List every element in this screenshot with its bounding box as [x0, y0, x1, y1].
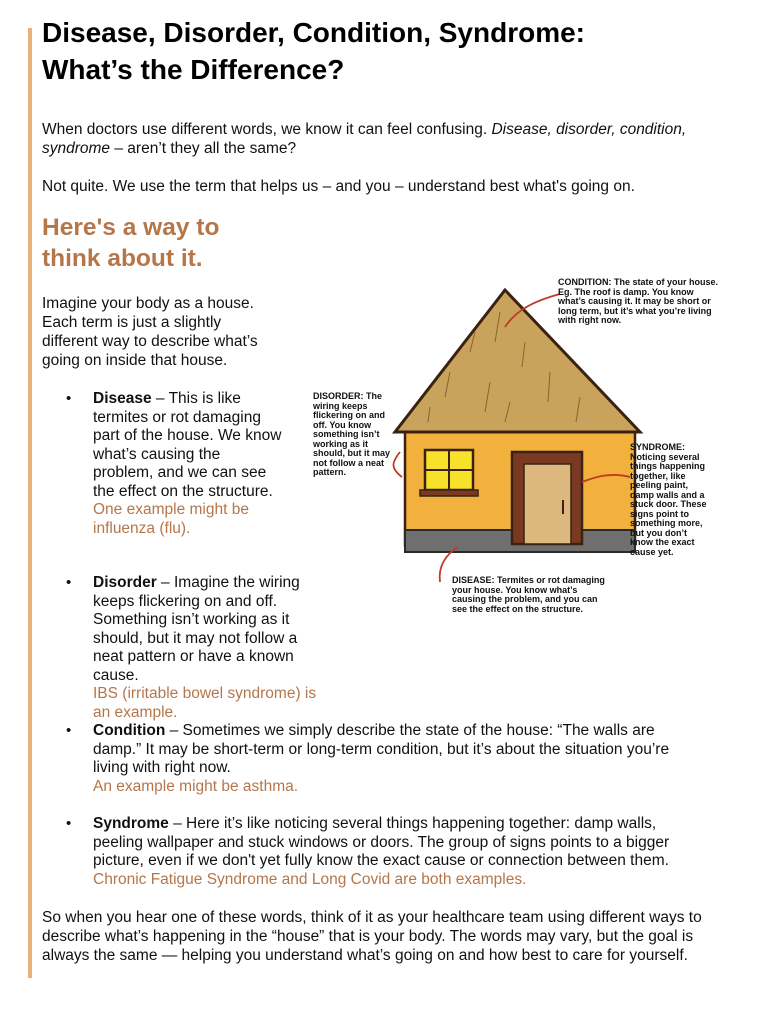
list-item-syndrome: Syndrome – Here it’s like noticing several things happening together: damp walls, peeling wallpaper and stuck windows or doors. The group of signs points to a bigger picture, even if we don't yet fully know the exact cause or connection between them. Chronic Fatigue Syndrome and Long Covid are both examples. — [93, 815, 708, 889]
example-syndrome: Chronic Fatigue Syndrome and Long Covid are both examples. — [93, 870, 527, 888]
list-item-disorder: Disorder – Imagine the wiring keeps flickering on and off. Something isn’t working as it should, but it may not follow a neat pattern or have a known cause. IBS (irritable bowel syndrome) is an example. — [93, 574, 323, 722]
house-intro-paragraph: Imagine your body as a house. Each term is just a slightly different way to describe what’s going on inside that house. — [42, 295, 258, 369]
caption-condition: CONDITION: The state of your house. Eg. The roof is damp. You know what’s causing it. It may be short or long term, but it’s what you’re living with right now. — [558, 277, 719, 325]
bullet-syndrome: • — [66, 815, 72, 832]
left-accent-rule — [28, 28, 32, 978]
closing-paragraph: So when you hear one of these words, think of it as your healthcare team using different ways to describe what’s happening in the “house” that is your body. The words may vary, but the goal is always the same — helping you understand what’s going on and how best to care for yourself. — [42, 909, 702, 964]
caption-disease: DISEASE: Termites or rot damaging your house. You know what’s causing the problem, and you can see the effect on the structure. — [452, 575, 605, 614]
list-item-disease: Disease – This is like termites or rot damaging part of the house. We know what’s causing the problem, and we can see the effect on the structure. One example might be influenza (flu). — [93, 390, 282, 537]
bullet-disease: • — [66, 390, 72, 407]
caption-syndrome: SYNDROME: Noticing several things happening together, like peeling paint, damp walls and a stuck door. These signs point to something more, but you don’t know the exact cause yet. — [630, 442, 707, 557]
example-condition: An example might be asthma. — [93, 777, 299, 795]
example-disorder: IBS (irritable bowel syndrome) is an example. — [93, 685, 317, 721]
intro-paragraph-2: Not quite. We use the term that helps us – and you – understand best what's going on. — [42, 178, 635, 195]
list-item-condition: Condition – Sometimes we simply describe the state of the house: “The walls are damp.” It may be short-term or long-term condition, but it’s about the situation you’re living with right now. An example might be asthma. — [93, 722, 703, 796]
bullet-condition: • — [66, 722, 72, 739]
example-disease: One example might be influenza (flu). — [93, 501, 249, 537]
caption-disorder: DISORDER: The wiring keeps flickering on and off. You know something isn’t working as it should, but it may not follow a neat pattern. — [313, 391, 391, 477]
page-title: Disease, Disorder, Condition, Syndrome: What’s the Difference? — [42, 17, 586, 85]
intro-paragraph: When doctors use different words, we know it can feel confusing. Disease, disorder, condition, syndrome – aren’t they all the same? — [42, 121, 687, 157]
section-subheading: Here's a way to think about it. — [42, 214, 220, 272]
bullet-disorder: • — [66, 574, 72, 591]
